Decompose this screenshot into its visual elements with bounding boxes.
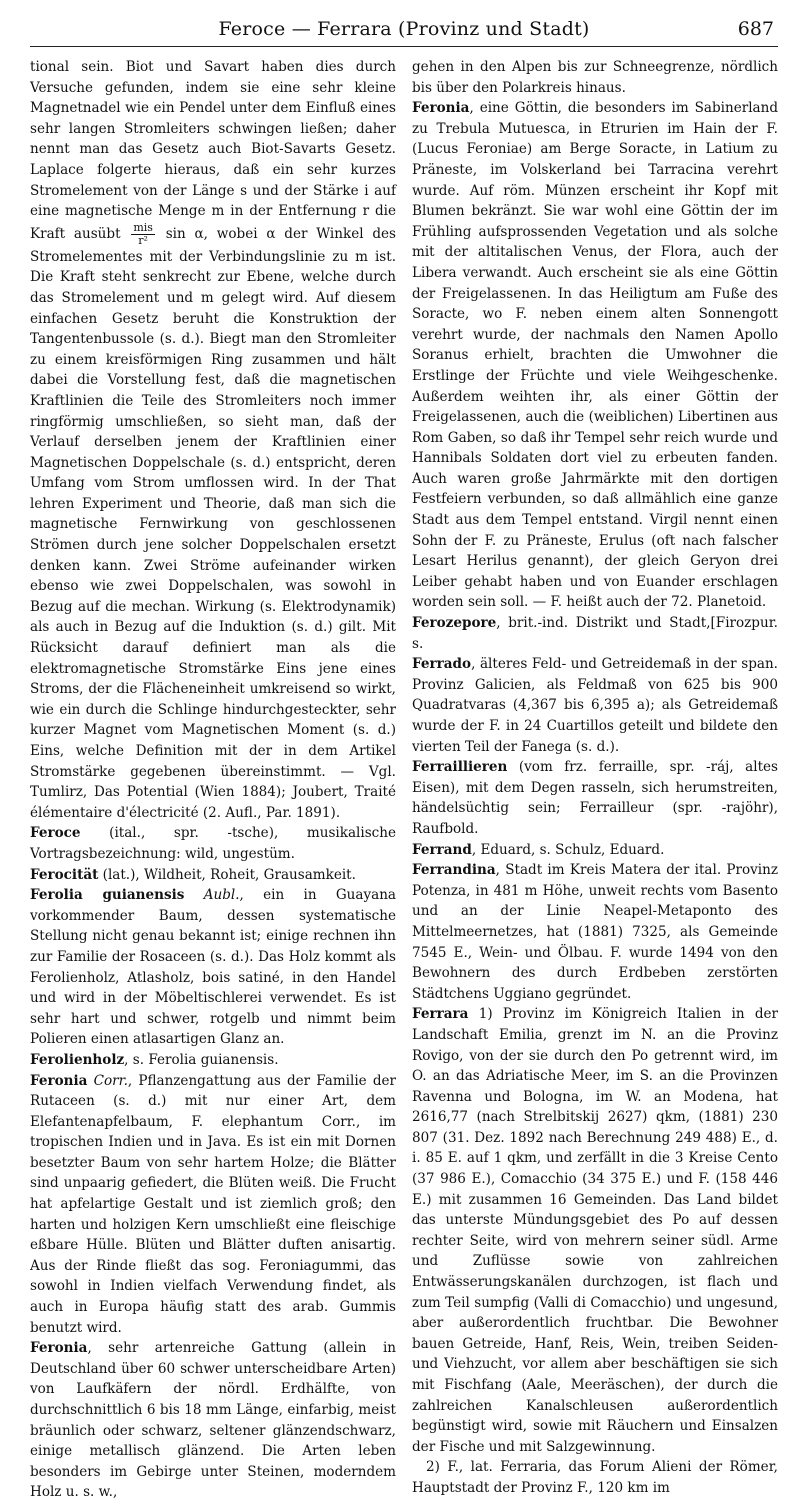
entry-body-ferrado: , älteres Feld- und Getreidemaß in der span. Provinz Galicien, als Feldmaß von 625 bis 900 Quadratvaras (4,367 bis 6,395 a); als Getreidemaß wurde der F. in 24 Cuartillos geteilt und bildete den vierten Teil der Fanega (s. d.). [412,656,778,755]
headword-ferrado: Ferrado [412,656,472,673]
entry-body-ferolia: , ein in Guayana vorkommender Baum, dessen systematische Stellung nicht genau bekannt ist; einige rechnen ihn zur Familie der Rosaceen (s. d.). Das Holz kommt als Ferolienholz, Atlasholz, bois satiné, in den Handel und wird in der Möbeltischlerei verwendet. Es ist sehr hart und schwer, rotgelb und nimmt beim Polieren einen atlasartigen Glanz an. [30,887,396,1048]
headword-feroce: Feroce [30,825,81,842]
entry-ferraillieren [412,757,778,839]
entry-ferolia [30,885,396,1050]
entry-feronia-beetle [30,1338,396,1503]
entry-feronia-beetle-cont: gehen in den Alpen bis zur Schneegrenze, nördlich bis über den Polarkreis hinaus. [412,59,778,96]
entry-ferrado [412,654,778,757]
fraction-denominator: r² [138,233,148,247]
entry-ferrand [412,840,778,861]
left-column [30,57,396,1503]
entry-ferocitaet [30,865,396,886]
entry-ferrara-city: 2) F., lat. Ferraria, das Forum Alieni der Römer, Hauptstadt der Provinz F., 120 km im [412,1459,778,1496]
entry-body-feronia-goddess: , eine Göttin, die besonders im Sabinerland zu Trebula Mutuesca, in Etrurien im Hain der F. (Lucus Feroniae) am Berge Soracte, in Latium zu Präneste, im Volskerland bei Tarracina verehrt wurde. Auf röm. Münzen erscheint ihr Kopf mit Blumen bekränzt. Sie war wohl eine Göttin der im Frühling aufsprossenden Vegetation und als solche mit der altitalischen Venus, der Flora, auch der Libera verwandt. Auch erscheint sie als eine Göttin der Freigelassenen. In das Heiligtum am Fuße des Soracte, wo F. neben einem alten Sonnengott verehrt wurde, der nachmals den Namen Apollo Soranus erhielt, brachten die Umwohner die Erstlinge der Früchte und viele Weihgeschenke. Außerdem weihten ihr, als einer Göttin der Freigelassenen, auch die (weiblichen) Libertinen aus Rom Gaben, so daß ihr Tempel sehr reich wurde und Hannibals Soldaten dort viel zu erbeuten fanden. Auch waren große Jahrmärkte mit den dortigen Festfeiern verbunden, so daß allmählich eine ganze Stadt aus dem Tempel entstand. Virgil nennt einen Sohn der F. zu Präneste, Erulus (oft nach falscher Lesart Herilus genannt), der gleich Geryon drei Leiber gehabt haben und von Euander erschlagen worden sein soll. — F. heißt auch der 72. Planetoid. [412,100,778,611]
fraction-numerator: mis [133,220,153,234]
headword-feronia-plant: Feronia [30,1072,88,1089]
author-feronia-plant: Corr. [93,1072,128,1089]
headword-ferrara: Ferrara [412,1006,469,1023]
entry-body-ferraillieren: (vom frz. ferraille, spr. -ráj, altes Eisen), mit dem Degen rasseln, sich herumstreiten, händelsüchtig sein; Ferrailleur (spr. -rajöhr), Raufbold. [412,759,778,837]
entry-body-ferrara-province: 1) Provinz im Königreich Italien in der Landschaft Emilia, grenzt im N. an die Provinz Rovigo, von der sie durch den Po getrennt wird, im O. an das Adriatische Meer, im S. an die Provinzen Ravenna und Bologna, im W. an Modena, hat 2616,77 (nach Strelbitskij 2627) qkm, (1881) 230 807 (31. Dez. 1892 nach Berechnung 249 488) E., d. i. 85 E. auf 1 qkm, und zerfällt in die 3 Kreise Cento (37 986 E.), Comacchio (34 375 E.) und F. (158 446 E.) mit zusammen 16 Gemeinden. Das Land bildet das unterste Mündungsgebiet des Po auf dessen rechter Seite, wird von mehrern seiner südl. Arme und Zuflüsse sowie von zahlreichen Entwässerungskanälen durchzogen, ist flach und zum Teil sumpfig (Valli di Comacchio) und ungesund, aber außerordentlich fruchtbar. Die Bewohner bauen Getreide, Hanf, Reis, Wein, treiben Seiden- und Viehzucht, vor allem aber beschäftigen sie sich mit Fischfang (Aale, Meeräschen), der durch die zahlreichen Kanalschleusen außerordentlich begünstigt wird, sowie mit Räuchern und Einsalzen der Fische und mit Salzgewinnung. [412,1006,779,1455]
entry-ferrara [412,1004,778,1457]
entry-body-feronia-plant: , Pflanzengattung aus der Familie der Rutaceen (s. d.) mit nur einer Art, dem Elefantenapfelbaum, F. elephantum Corr., im tropischen Indien und in Java. Es ist ein mit Dornen besetzter Baum von sehr hartem Holze; die Blätter sind unpaarig gefiedert, die Blüten weiß. Die Frucht hat apfelartige Gestalt und ist ziemlich groß; den harten und holzigen Kern umschließt eine fleischige eßbare Hülle. Blüten und Blätter duften anisartig. Aus der Rinde fließt das sog. Feroniagummi, das sowohl in Indien vielfach Verwendung findet, als auch in Europa häufig statt des arab. Gummis benutzt wird. [30,1072,396,1336]
headword-ferolienholz: Ferolienholz [30,1051,125,1068]
headword-ferrandina: Ferrandina [412,862,496,879]
entry-body-ferolienholz: , s. Ferolia guianensis. [124,1051,279,1068]
formula-fraction [131,222,155,247]
crossref-tail: [Firozpur. [710,615,778,632]
headword-feronia-goddess: Feronia [412,100,470,117]
headword-feronia-beetle: Feronia [30,1340,88,1357]
entry-feronia-plant [30,1071,396,1339]
headword-ferrand: Ferrand [412,841,472,858]
right-column [412,57,778,1503]
entry-body-ferocitaet: (lat.), Wildheit, Roheit, Grausamkeit. [102,866,356,883]
entry-body-feronia-beetle: , sehr artenreiche Gattung (allein in Deutschland über 60 schwer unterscheidbare Arten) von Laufkäfern der nördl. Erdhälfte, von durchschnittlich 6 bis 18 mm Länge, einfarbig, meist bräunlich oder schwarz, seltener glänzendschwarz, einige metallisch glänzend. Die Arten leben besonders im Gebirge unter Steinen, moderndem Holz u. s. w., [30,1340,396,1501]
entry-body-feroce: (ital., spr. -tsche), musikalische Vortragsbezeichnung: wild, ungestüm. [30,825,396,862]
headword-ferraillieren: Ferraillieren [412,759,508,776]
entry-feroce [30,823,396,864]
entry-body-ferozepore: , brit.-ind. Distrikt und Stadt, s. [412,615,711,652]
headword-ferolia: Ferolia guianensis [30,887,185,904]
entry-body-ferrandina: , Stadt im Kreis Matera der ital. Provinz Potenza, in 481 m Höhe, unweit rechts vom Basento und an der Linie Neapel-Metaponto des Mittelmeernetzes, hat (1881) 7325, als Gemeinde 7545 E., Wein- und Ölbau. F. wurde 1494 von den Bewohnern des durch Erdbeben zerstörten Städtchens Uggiano gegründet. [412,862,778,1002]
continuation-text-a: tional sein. Biot und Savart haben dies durch Versuche gefunden, indem sie eine sehr kleine Magnetnadel wie ein Pendel unter dem Einfluß eines sehr langen Stromleiters schwingen ließen; daher nennt man das Gesetz auch Biot-Savarts Gesetz. Laplace folgerte hieraus, daß ein sehr kurzes Stromelement von der Länge s und der Stärke i auf eine magnetische Menge m in der Entfernung r die Kraft ausübt [30,59,396,242]
entry-body-ferrand: , Eduard, s. Schulz, Eduard. [471,841,665,858]
running-head: Feroce — Ferrara (Provinz und Stadt) [218,18,590,40]
headword-ferocitaet: Ferocität [30,866,99,883]
entry-ferrandina [412,860,778,1004]
text-columns [30,57,778,1503]
entry-ferolienholz [30,1050,396,1071]
headword-ferozepore: Ferozepore [412,615,497,632]
author-ferolia: Aubl. [203,887,240,904]
page-number: 687 [737,18,774,40]
entry-continuation-biot-savart [30,57,396,823]
continuation-text-b: sin α, wobei α der Winkel des Stromelementes mit der Verbindungslinie zu m ist. Die Kraft steht senkrecht zur Ebene, welche durch das Stromelement und m gelegt wird. Auf diesem einfachen Gesetz beruht die Konstruktion der Tangentenbussole (s. d.). Biegt man den Stromleiter zu einem kreisförmigen Ring zusammen und hält dabei die Vorstellung fest, daß die magnetischen Kraftlinien die Teile des Stromleiters noch immer ringförmig umschließen, so sieht man, daß der Verlauf derselben jenem der Kraftlinien einer Magnetischen Doppelschale (s. d.) entspricht, deren Umfang vom Strom umflossen wird. In der That lehren Experiment und Theorie, daß man sich die magnetische Fernwirkung von geschlossenen Strömen durch jene solcher Doppelschalen ersetzt denken kann. Zwei Ströme aufeinander wirken ebenso wie zwei Doppelschalen, was sowohl in Bezug auf die mechan. Wirkung (s. Elektrodynamik) als auch in Bezug auf die Induktion (s. d.) gilt. Mit Rücksicht darauf definiert man als die elektromagnetische Stromstärke Eins jene eines Stroms, der die Flächeneinheit umkreisend so wirkt, wie ein durch die Schlinge hindurchgesteckter, sehr kurzer Magnet vom Magnetischen Moment (s. d.) Eins, welche Definition mit der in dem Artikel Stromstärke gegebenen übereinstimmt. — Vgl. Tumlirz, Das Potential (Wien 1884); Joubert, Traité élémentaire d'électricité (2. Aufl., Par. 1891). [30,225,396,821]
page-header [30,0,778,47]
